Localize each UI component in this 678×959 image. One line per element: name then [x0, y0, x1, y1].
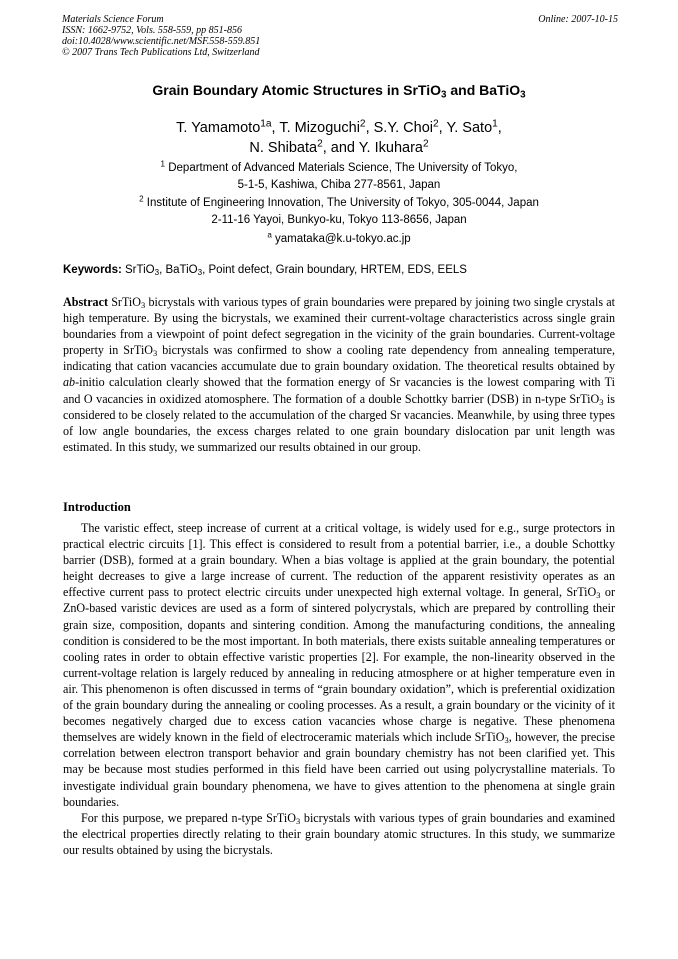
intro-paragraph-2: For this purpose, we prepared n-type SrTiO$_3$ bicrystals with various types of grain boundaries and examined the electrical properties directly relating to their grain boundary atomic structures. In this study, we summarize our results obtained by using the bicrystals.	[63, 810, 615, 857]
journal-name: Materials Science Forum	[62, 14, 164, 25]
corresponding-email: $^a$ yamataka@k.u-tokyo.ac.jp	[267, 230, 411, 245]
author-line-1: T. Yamamoto$^{1a}$, T. Mizoguchi$^2$, S.Y. Choi$^2$, Y. Sato$^1$,	[176, 118, 502, 136]
issn-line: ISSN: 1662-9752, Vols. 558-559, pp 851-856	[62, 25, 242, 36]
intro-paragraph-1: The varistic effect, steep increase of current at a critical voltage, is widely used for e.g., surge protectors in practical electric circuits [1]. This effect is considered to result from a potential barrier, i.e., a double Schottky barrier (DSB), formed at a grain boundary. When a bias voltage is applied at the grain boundary, the potential height decreases to give a large increase of current. The reduction of the apparent resistivity operates as an effective current pass to protect electric circuits under unexpected high external voltage. In general, SrTiO$_3$ or ZnO-based varistic devices are used as a form of sintered polycrystals, which are prepared by controlling their grain size, composition, dopants and sintering condition. Among the manufacturing conditions, the annealing condition is considered to be the most important. In both materials, there exists suitable annealing temperatures or cooling rates in order to obtain effective varistic properties [2]. For example, the non-linearity observed in the current-voltage relation is largely reduced by annealing in reducing atmosphere or at higher temperature even in air. This phenomenon is often discussed in terms of “grain boundary oxidation”, which is preferential oxidization of the grain boundary during the annealing or cooling processes. As a result, a grain boundary or the vicinity of it becomes negatively charged due to excess cation vacancies whose charge is negative. These phenomena themselves are widely known in the field of electroceramic materials which include SrTiO$_3$, however, the precise correlation between electron transport behavior and grain boundary chemistry has not been clarified yet. This may be because most studies performed in this field have been carried out using polycrystalline materials. To investigate individual grain boundary phenomena, we have to gives attention to the phenomena at single grain boundaries.	[63, 521, 616, 809]
online-date: Online: 2007-10-15	[538, 14, 618, 25]
copyright-line: © 2007 Trans Tech Publications Ltd, Switzerland	[62, 47, 260, 58]
section-heading-introduction: Introduction	[63, 500, 131, 514]
author-line-2: N. Shibata$^2$, and Y. Ikuhara$^2$	[249, 138, 429, 156]
journal-header	[62, 14, 618, 58]
affiliation-2: $^2$ Institute of Engineering Innovation, The University of Tokyo, 305-0044, Japan 2-11-16 Yayoi, Bunkyo-ku, Tokyo 113-8656, Japan	[139, 194, 539, 226]
introduction-body	[63, 520, 615, 858]
doi-line: doi:10.4028/www.scientific.net/MSF.558-559.851	[62, 36, 261, 47]
keywords-label: Keywords:	[63, 264, 122, 276]
abstract-label: Abstract	[63, 295, 109, 309]
affiliation-1: $^1$ Department of Advanced Materials Science, The University of Tokyo, 5-1-5, Kashiwa, Chiba 277-8561, Japan	[160, 159, 518, 191]
keywords: Keywords: SrTiO$_3$, BaTiO$_3$, Point defect, Grain boundary, HRTEM, EDS, EELS	[63, 264, 467, 277]
paper-title: Grain Boundary Atomic Structures in SrTiO$_3$ and BaTiO$_3$	[152, 82, 526, 101]
author-list	[0, 118, 678, 158]
abstract: Abstract SrTiO$_3$ bicrystals with various types of grain boundaries were prepared by joining two single crystals at high temperature. By using the bicrystals, we examined their current-voltage characteristics across single grain boundaries from a viewpoint of point defect segregation in the vicinity of the grain boundaries. Current-voltage property in SrTiO$_3$ bicrystals was confirmed to show a cooling rate dependency from annealing temperature, indicating that cation vacancies accumulate due to grain boundary oxidation. The theoretical results obtained by ab-initio calculation clearly showed that the formation energy of Sr vacancies is the lowest comparing with Ti and O vacancies in oxidized atomosphere. The formation of a double Schottky barrier (DSB) in n-type SrTiO$_3$ is considered to be closely related to the accumulation of the charged Sr vacancies. Meanwhile, by using three types of low angle boundaries, the excess charges related to one grain boundary dislocation par unit length was estimated. In this study, we summarized our results obtained in our group.	[63, 295, 616, 454]
